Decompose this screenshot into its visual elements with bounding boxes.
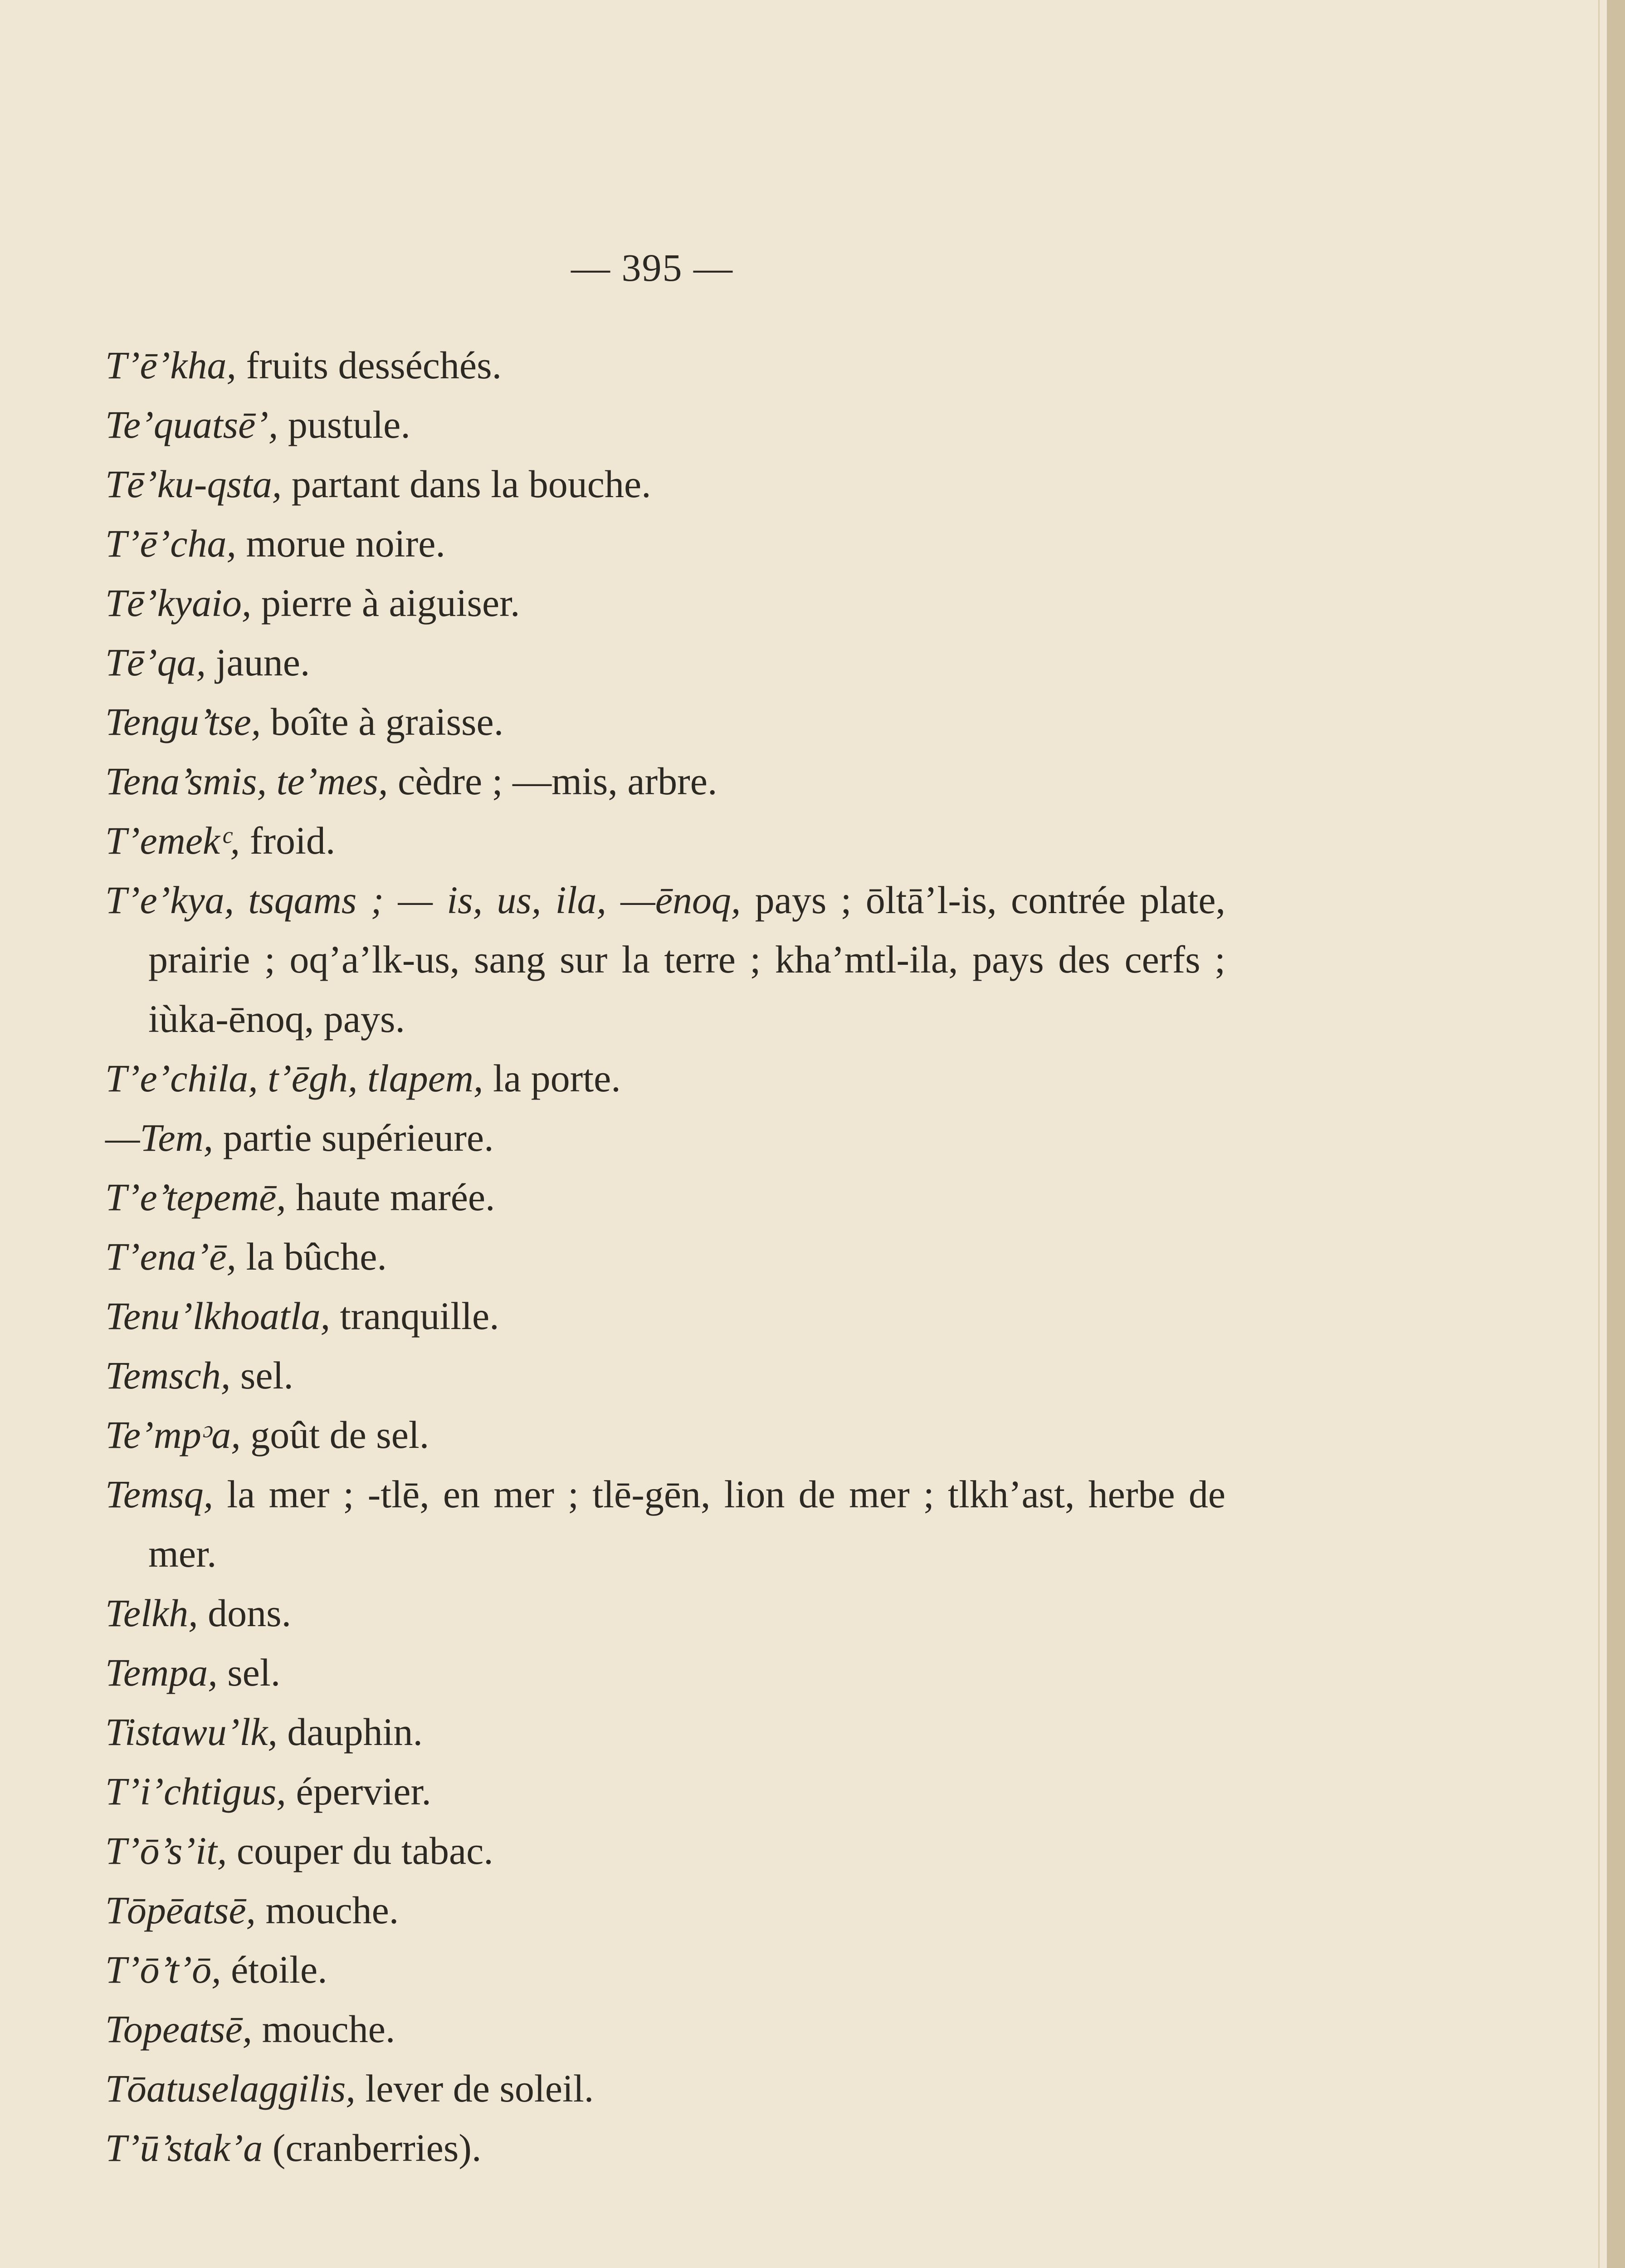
entry-gloss: cèdre ; —mis, arbre. — [398, 759, 717, 803]
entry-gloss: jaune. — [215, 640, 310, 684]
entry-gloss: (cranberries). — [272, 2126, 482, 2170]
dictionary-entry — [105, 395, 1225, 455]
entry-gloss: partie supérieure. — [223, 1116, 494, 1159]
entry-gloss: haute marée. — [296, 1175, 495, 1219]
dictionary-entries — [105, 336, 1225, 2178]
dictionary-entry — [105, 1940, 1225, 1999]
entry-headword: Tengu’tse, — [105, 700, 261, 743]
entry-headword: T’e’chila, t’ēgh, tlapem, — [105, 1056, 483, 1100]
entry-headword: T’i’chtigus, — [105, 1769, 286, 1813]
dictionary-entry — [105, 1643, 1225, 1702]
entry-gloss: boîte à graisse. — [270, 700, 504, 743]
entry-gloss: sel. — [227, 1651, 281, 1694]
page-fold-line — [1598, 0, 1600, 2268]
entry-headword: T’emekᶜ, — [105, 819, 240, 862]
entry-gloss: morue noire. — [246, 522, 445, 565]
entry-gloss: pays ; ōltā’l-is, contrée plate, prairie ; oq’a’lk-us, sang sur la terre ; kha’mtl-ila, pays des cerfs ; iùka-ēnoq, pays. — [148, 878, 1225, 1041]
entry-headword: Tempa, — [105, 1651, 218, 1694]
entry-gloss: pustule. — [288, 403, 410, 446]
entry-headword: T’e’kya, tsqams ; — is, us, ila, —ēnoq, — [105, 878, 741, 922]
dictionary-entry — [105, 2059, 1225, 2118]
dictionary-entry — [105, 1405, 1225, 1465]
entry-gloss: mouche. — [265, 1888, 399, 1932]
entry-gloss: froid. — [249, 819, 336, 862]
entry-headword: Tōatuselaggilis, — [105, 2067, 356, 2110]
entry-gloss: étoile. — [231, 1948, 327, 1991]
entry-gloss: tranquille. — [340, 1294, 499, 1338]
entry-gloss: la mer ; -tlē, en mer ; tlē-gēn, lion de mer ; tlkh’ast, herbe de mer. — [148, 1472, 1226, 1575]
dictionary-entry — [105, 2118, 1225, 2178]
entry-gloss: dauphin. — [287, 1710, 423, 1754]
entry-headword: Temsq, — [105, 1472, 214, 1516]
dictionary-entry — [105, 811, 1225, 870]
entry-headword: Tōpēatsē, — [105, 1888, 256, 1932]
entry-headword: Tena’smis, te’mes, — [105, 759, 388, 803]
dictionary-entry — [105, 752, 1225, 811]
dictionary-entry — [105, 514, 1225, 573]
entry-headword: T’ō’s’it, — [105, 1829, 227, 1872]
dictionary-entry — [105, 1465, 1225, 1584]
entry-headword: Te’quatsē’, — [105, 403, 278, 446]
entry-gloss: sel. — [240, 1354, 293, 1397]
entry-gloss: goût de sel. — [250, 1413, 429, 1457]
entry-headword: T’ena’ē, — [105, 1235, 236, 1278]
entry-headword: Temsch, — [105, 1354, 231, 1397]
entry-gloss: lever de soleil. — [365, 2067, 594, 2110]
dictionary-entry — [105, 573, 1225, 633]
dictionary-entry — [105, 870, 1225, 1049]
entry-gloss: mouche. — [262, 2007, 395, 2051]
entry-gloss: épervier. — [296, 1769, 431, 1813]
entry-headword: T’ē’kha, — [105, 343, 236, 387]
dictionary-entry — [105, 336, 1225, 395]
entry-gloss: la porte. — [493, 1056, 621, 1100]
dictionary-entry — [105, 1762, 1225, 1821]
dictionary-entry — [105, 1049, 1225, 1108]
dictionary-entry — [105, 692, 1225, 752]
page-number: — 395 — — [571, 246, 733, 289]
entry-headword: Tistawu’lk, — [105, 1710, 278, 1754]
dictionary-entry — [105, 1999, 1225, 2059]
entry-headword: Tē’kyaio, — [105, 581, 252, 625]
dictionary-entry — [105, 1108, 1225, 1168]
dictionary-entry — [105, 1286, 1225, 1346]
dictionary-entry — [105, 1584, 1225, 1643]
entry-headword: Topeatsē, — [105, 2007, 253, 2051]
page-edge — [1607, 0, 1625, 2268]
dictionary-entry — [105, 455, 1225, 514]
dictionary-entry — [105, 1821, 1225, 1881]
dictionary-entry — [105, 1702, 1225, 1762]
entry-gloss: pierre à aiguiser. — [261, 581, 520, 625]
entry-headword: —Tem, — [105, 1116, 214, 1159]
entry-gloss: couper du tabac. — [236, 1829, 493, 1872]
entry-gloss: partant dans la bouche. — [291, 462, 651, 506]
entry-headword: Tē’qa, — [105, 640, 206, 684]
entry-headword: Tenu’lkhoatla, — [105, 1294, 331, 1338]
dictionary-entry — [105, 1346, 1225, 1405]
entry-headword: Tē’ku-qsta, — [105, 462, 282, 506]
dictionary-entry — [105, 633, 1225, 692]
dictionary-entry — [105, 1227, 1225, 1286]
entry-headword: Te’mpᵓa, — [105, 1413, 241, 1457]
dictionary-entry — [105, 1168, 1225, 1227]
entry-headword: Telkh, — [105, 1591, 198, 1635]
entry-headword: T’ō’t’ō, — [105, 1948, 221, 1991]
dictionary-entry — [105, 1881, 1225, 1940]
entry-gloss: fruits desséchés. — [246, 343, 502, 387]
entry-headword: T’ē’cha, — [105, 522, 236, 565]
entry-gloss: la bûche. — [246, 1235, 387, 1278]
entry-headword: T’e’tepemē, — [105, 1175, 286, 1219]
entry-gloss: dons. — [208, 1591, 292, 1635]
entry-headword: T’ū’stak’a — [105, 2126, 263, 2170]
